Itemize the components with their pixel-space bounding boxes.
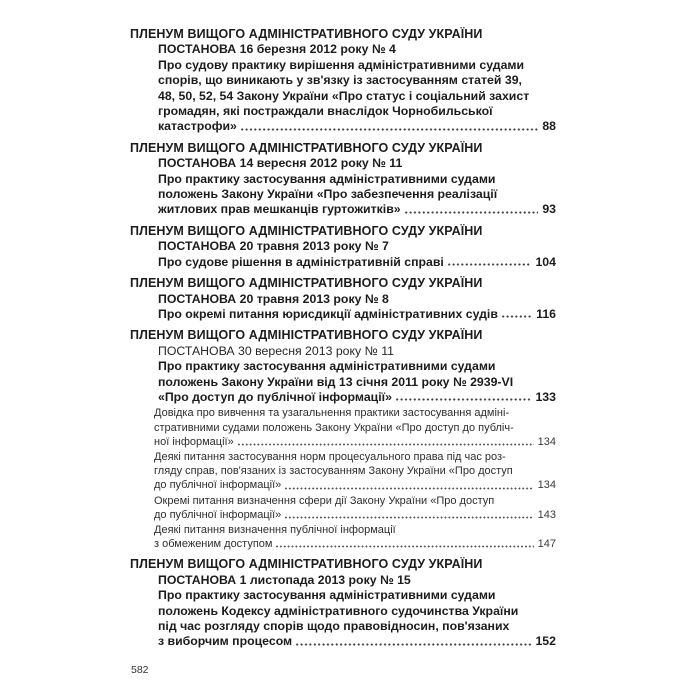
toc-subentry-3 <box>130 494 556 522</box>
toc-subline: до публічної інформації» <box>154 479 282 492</box>
dot-leader <box>395 397 532 402</box>
toc-entry-2 <box>130 141 556 218</box>
page-number: 147 <box>537 538 556 551</box>
toc-line: Про практику застосування адміністративними судами <box>158 359 496 374</box>
toc-pageline <box>158 634 556 649</box>
toc-line-postanova: ПОСТАНОВА 14 вересня 2012 року № 11 <box>158 156 403 171</box>
dot-leader <box>237 442 534 447</box>
toc-entry-body <box>130 292 556 323</box>
page-number: 133 <box>535 389 556 404</box>
dot-leader <box>447 262 532 267</box>
page-number: 152 <box>535 634 556 649</box>
toc-entry-heading: ПЛЕНУМ ВИЩОГО АДМІНІСТРАТИВНОГО СУДУ УКРАЇНИ <box>130 276 483 291</box>
toc-subline: Деякі питання визначення публічної інформації <box>154 523 396 536</box>
toc-line: громадян, які постраждали внаслідок Чорнобильської <box>158 104 493 119</box>
toc-pageline <box>158 202 556 217</box>
toc-subline: Деякі питання застосування норм процесуального права під час роз- <box>154 450 506 463</box>
toc-subline: Довідка про вивчення та узагальнення практики застосування адміні- <box>154 407 510 420</box>
dot-leader <box>404 210 539 215</box>
dot-leader <box>240 127 538 132</box>
toc-line: Про судове рішення в адміністративній справі <box>158 254 444 269</box>
toc-line: «Про доступ до публічної інформації» <box>158 389 392 404</box>
toc-entry-6 <box>130 557 556 649</box>
toc-subline: ної інформації» <box>154 435 234 448</box>
toc-line: житлових прав мешканців гуртожитків» <box>158 202 401 217</box>
toc-line: 48, 50, 52, 54 Закону України «Про статус і соціальний захист <box>158 88 530 103</box>
toc-subline: Окремі питання визначення сфери дії Закону України «Про доступ <box>154 494 495 507</box>
toc-pageline <box>154 537 556 551</box>
dot-leader <box>284 486 533 491</box>
toc-entry-body <box>130 573 556 650</box>
toc-pageline <box>154 478 556 492</box>
toc-pageline <box>158 255 556 270</box>
toc-entry-heading: ПЛЕНУМ ВИЩОГО АДМІНІСТРАТИВНОГО СУДУ УКРАЇНИ <box>130 557 483 572</box>
page-number: 134 <box>537 479 556 492</box>
page-number: 88 <box>542 119 556 134</box>
toc-pageline <box>158 390 556 405</box>
toc-line: під час розгляду спорів щодо правовідносин, пов'язаних <box>158 619 510 633</box>
toc-line: Про практику застосування адміністративними судами <box>158 171 496 186</box>
dot-leader <box>284 515 533 520</box>
toc-entry-heading: ПЛЕНУМ ВИЩОГО АДМІНІСТРАТИВНОГО СУДУ УКРАЇНИ <box>130 328 483 343</box>
toc-subentry-2 <box>130 450 556 493</box>
toc-entry-heading: ПЛЕНУМ ВИЩОГО АДМІНІСТРАТИВНОГО СУДУ УКРАЇНИ <box>130 27 483 41</box>
dot-leader <box>275 544 533 549</box>
toc-line: спорів, що виникають у зв'язку із застосуванням статей 39, <box>158 73 522 88</box>
table-of-contents <box>130 27 556 656</box>
toc-entry-body <box>130 344 556 406</box>
toc-subentry-1 <box>130 406 556 449</box>
toc-pageline <box>158 119 556 134</box>
toc-line: катастрофи» <box>158 119 237 134</box>
page-number: 93 <box>542 202 556 217</box>
toc-line: Про окремі питання юрисдикції адміністративних судів <box>158 306 498 321</box>
page-number: 143 <box>537 508 556 521</box>
toc-entry-3 <box>130 224 556 270</box>
toc-entry-heading: ПЛЕНУМ ВИЩОГО АДМІНІСТРАТИВНОГО СУДУ УКРАЇНИ <box>130 140 483 155</box>
toc-subline: гляду справ, пов'язаних із застосуванням Закону України «Про доступ <box>154 465 513 478</box>
page-number: 116 <box>536 306 556 321</box>
toc-line: положень Закону України «Про забезпечення реалізації <box>158 187 498 202</box>
toc-line-postanova: ПОСТАНОВА 16 березня 2012 року № 4 <box>158 42 396 57</box>
toc-subline: до публічної інформації» <box>154 508 282 521</box>
toc-line: з виборчим процесом <box>158 634 293 649</box>
toc-line: Про судову практику вирішення адміністративними судами <box>158 57 525 72</box>
toc-entry-4 <box>130 276 556 322</box>
toc-subline: стративними судами положень Закону України «Про доступ до публіч- <box>154 421 514 434</box>
toc-entry-1 <box>130 27 556 135</box>
toc-entry-body <box>130 42 556 134</box>
toc-pageline <box>158 307 556 322</box>
toc-entry-body <box>130 156 556 218</box>
page-number: 104 <box>535 254 556 269</box>
toc-subentry-4 <box>130 523 556 551</box>
toc-line-postanova: ПОСТАНОВА 20 травня 2013 року № 8 <box>158 291 389 306</box>
toc-entry-heading: ПЛЕНУМ ВИЩОГО АДМІНІСТРАТИВНОГО СУДУ УКРАЇНИ <box>130 223 483 238</box>
toc-entry-5 <box>130 328 556 551</box>
toc-pageline <box>154 508 556 522</box>
dot-leader <box>295 642 531 647</box>
toc-line-postanova: ПОСТАНОВА 30 вересня 2013 року № 11 <box>158 343 394 358</box>
toc-entry-body <box>130 239 556 270</box>
toc-pageline <box>154 435 556 449</box>
toc-line: положень Кодексу адміністративного судочинства України <box>158 603 519 618</box>
toc-line-postanova: ПОСТАНОВА 1 листопада 2013 року № 15 <box>158 572 411 587</box>
toc-subline: з обмеженим доступом <box>154 538 273 551</box>
toc-line-postanova: ПОСТАНОВА 20 травня 2013 року № 7 <box>158 239 389 254</box>
toc-line: Про практику застосування адміністративними судами <box>158 588 496 603</box>
toc-line: положень Закону України від 13 січня 2011 року № 2939-VI <box>158 374 514 389</box>
page-number: 134 <box>537 435 556 448</box>
dot-leader <box>501 314 532 319</box>
folio-page-number: 582 <box>131 664 149 676</box>
